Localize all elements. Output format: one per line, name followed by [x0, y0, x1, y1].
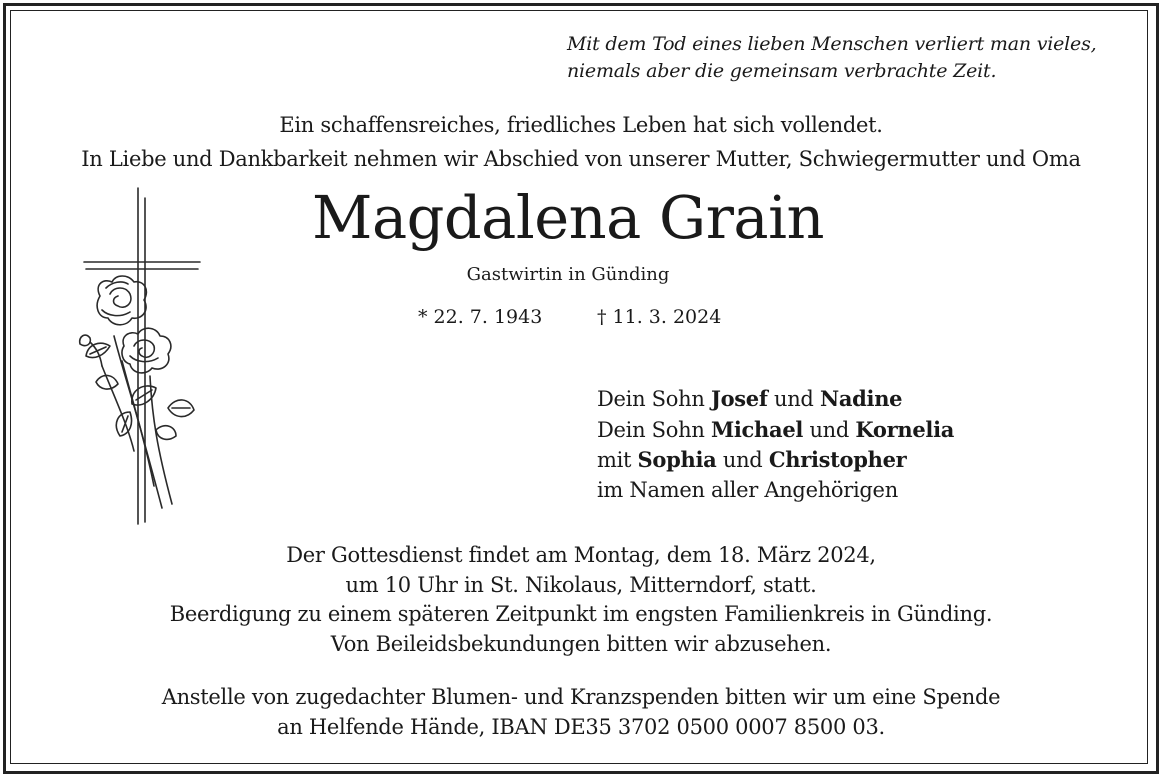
service-line-3: Beerdigung zu einem späteren Zeitpunkt im engsten Familienkreis in Günding.	[169, 602, 993, 626]
mourner-line-2: Dein Sohn Michael und Kornelia	[597, 416, 955, 442]
motto-line-1: Mit dem Tod eines lieben Menschen verliert man vieles,	[567, 33, 1097, 55]
mourner-line-3: mit Sophia und Christopher	[597, 447, 907, 472]
death-date: † 11. 3. 2024	[597, 306, 722, 328]
service-line-2: um 10 Uhr in St. Nikolaus, Mitterndorf, statt.	[345, 572, 817, 597]
intro-line-1: Ein schaffensreiches, friedliches Leben hat sich vollendet.	[279, 113, 883, 137]
mourner-line-1: Dein Sohn Josef und Nadine	[597, 386, 903, 411]
cross-with-roses-icon	[72, 186, 208, 528]
donation-line-2: an Helfende Hände, IBAN DE35 3702 0500 0007 8500 03.	[277, 714, 885, 739]
mourners-list	[597, 384, 954, 505]
service-line-1: Der Gottesdienst findet am Montag, dem 18. März 2024,	[286, 543, 876, 567]
motto-line-2: niemals aber die gemeinsam verbrachte Zeit.	[567, 60, 997, 82]
service-line-4: Von Beileidsbekundungen bitten wir abzusehen.	[330, 631, 832, 656]
service-info	[0, 541, 1162, 659]
deceased-profession: Gastwirtin in Günding	[466, 264, 670, 285]
donation-info	[0, 683, 1162, 742]
motto-quote	[567, 31, 1127, 85]
birth-date: * 22. 7. 1943	[418, 306, 543, 328]
deceased-name: Magdalena Grain	[312, 183, 824, 252]
donation-line-1: Anstelle von zugedachter Blumen- und Kranzspenden bitten wir um eine Spende	[161, 685, 1001, 709]
mourner-line-4: im Namen aller Angehörigen	[597, 477, 898, 502]
intro-text	[0, 108, 1162, 176]
intro-line-2: In Liebe und Dankbarkeit nehmen wir Abschied von unserer Mutter, Schwiegermutter und Oma	[81, 147, 1081, 171]
